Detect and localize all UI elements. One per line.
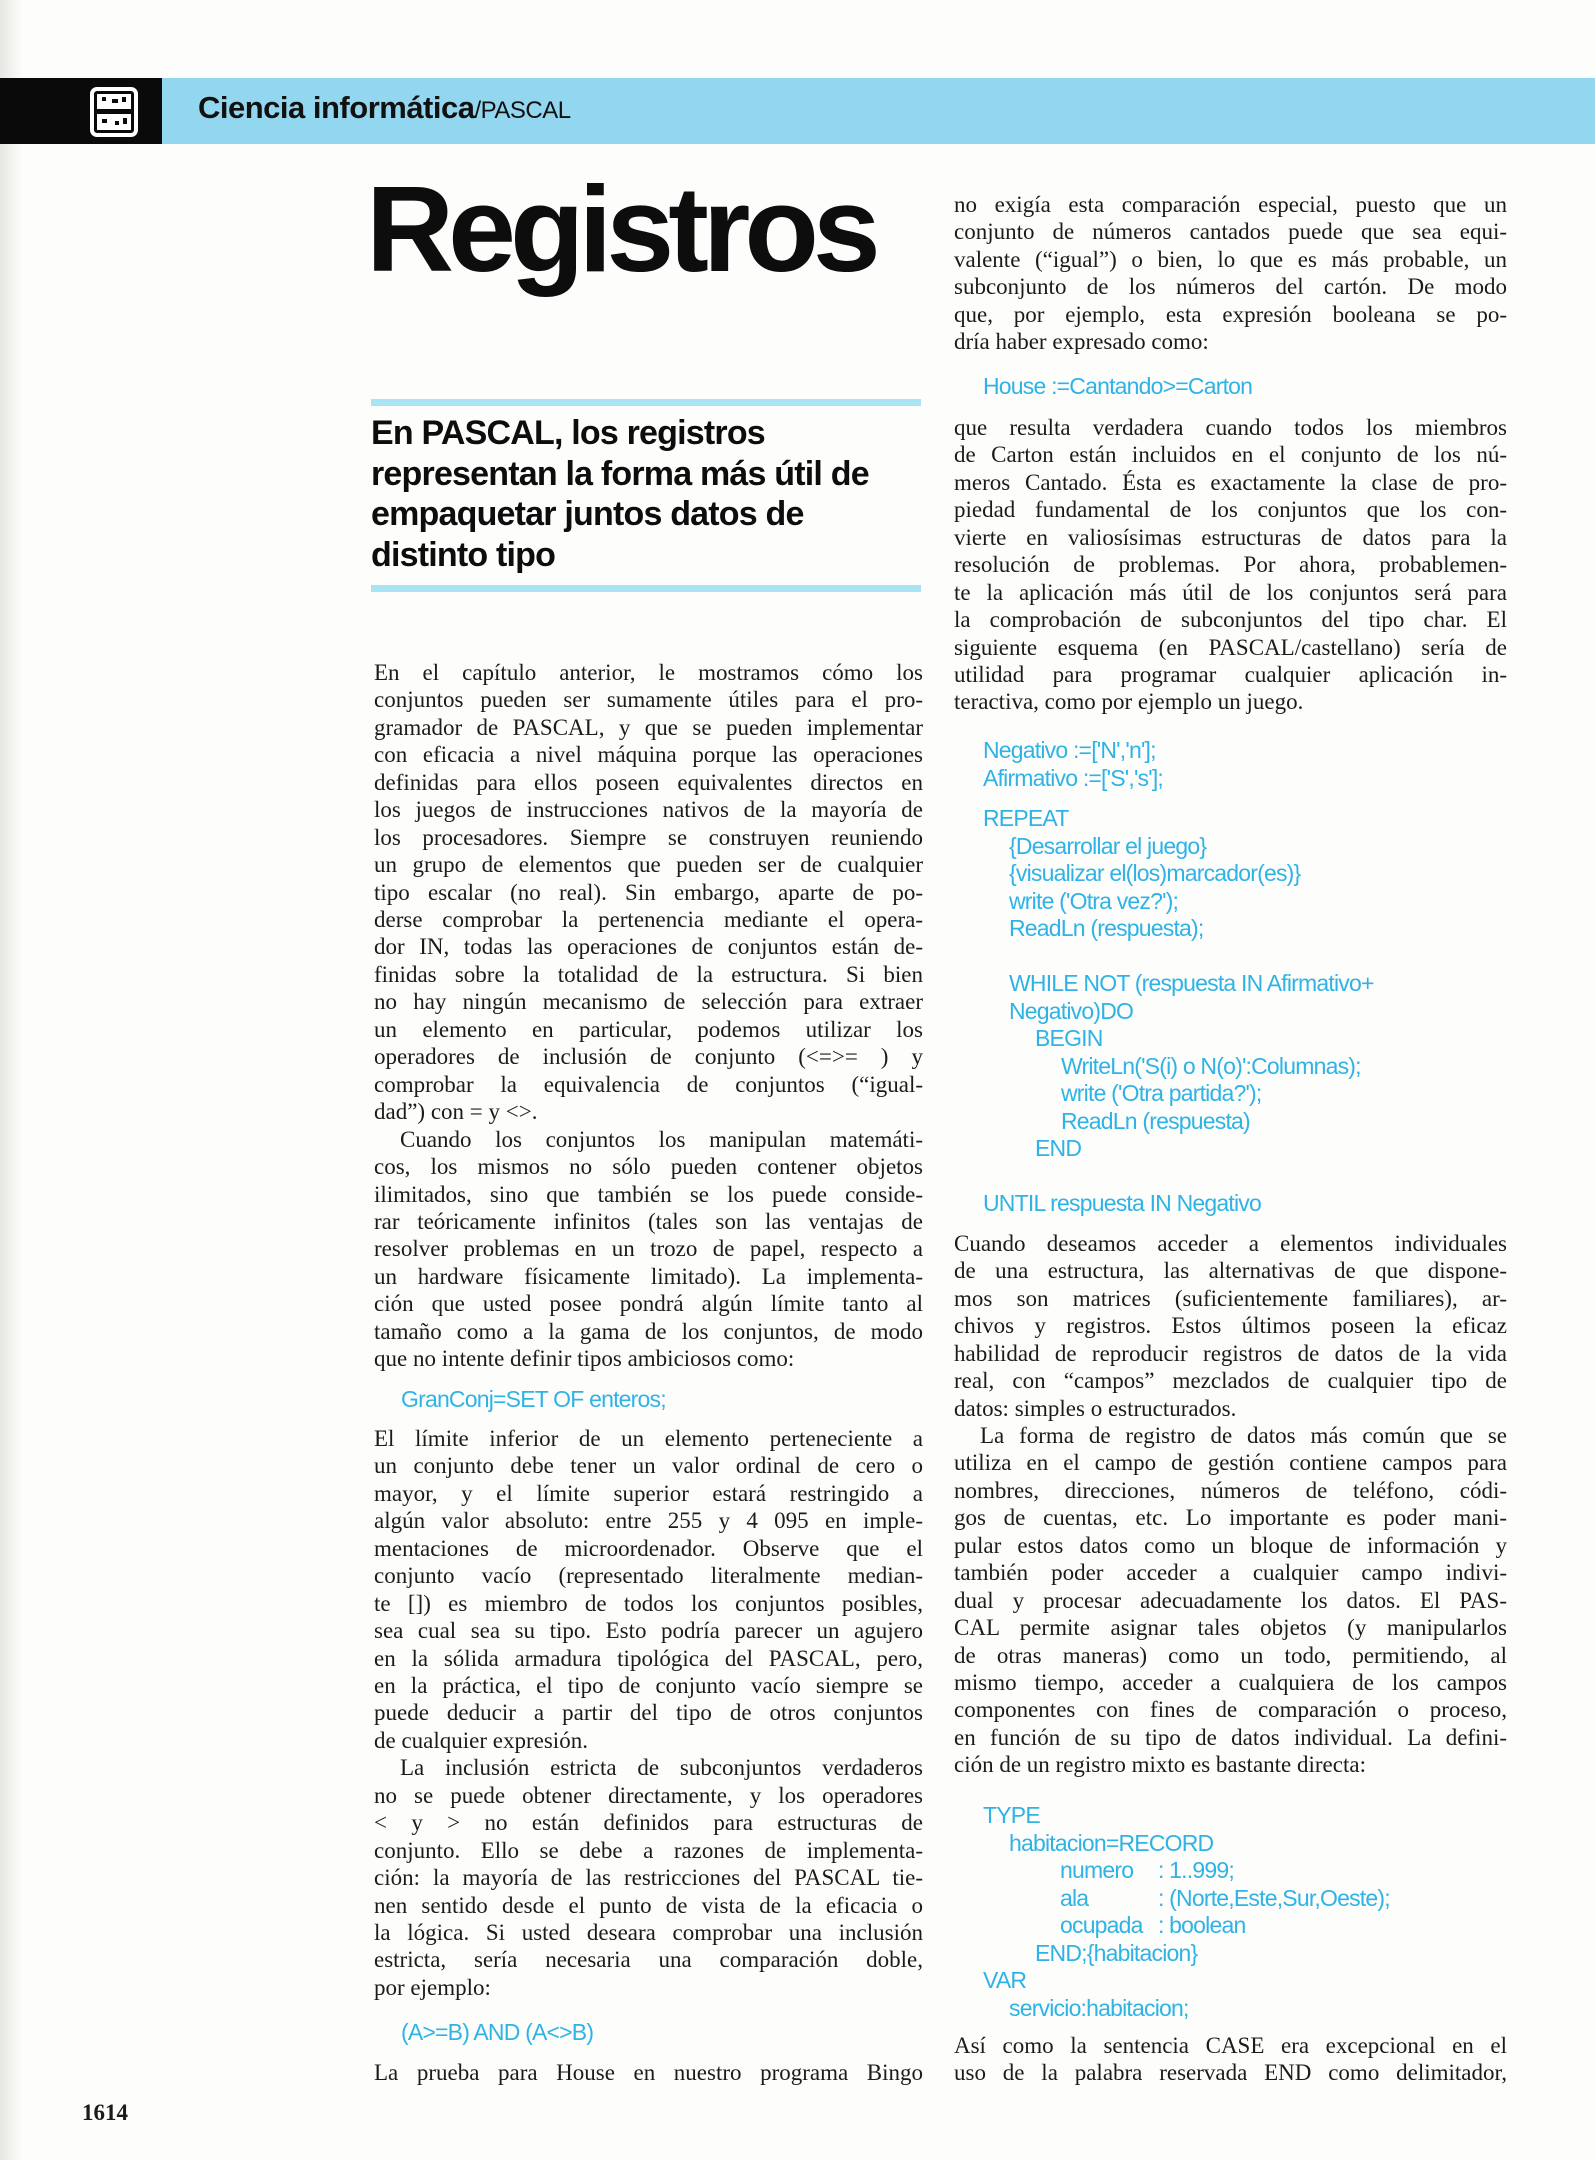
text-line: mos son matrices (suficientemente familiares), ar- <box>954 1285 1507 1311</box>
subtitle-line: distinto tipo <box>371 535 556 574</box>
text-line: sea cual sea su tipo. Esto podría parecer un agujero <box>374 1618 923 1644</box>
subsection-name: /PASCAL <box>474 97 571 124</box>
text-line: la comprobación de subconjuntos del tipo char. El <box>954 607 1507 633</box>
right-paragraph-1 <box>954 191 1507 356</box>
text-line: habilidad de reproducir registros de datos de la vida <box>954 1340 1507 1366</box>
code-repeat-loop <box>983 737 1374 1218</box>
code-line: servicio:habitacion; <box>1009 1994 1189 2021</box>
text-line: los juegos de instrucciones nativos de la mayoría de <box>374 797 923 823</box>
code-line: REPEAT <box>983 805 1069 831</box>
code-field <box>983 1857 1390 1885</box>
text-line: El límite inferior de un elemento perteneciente a <box>374 1426 923 1451</box>
code-line: Negativo :=['N','n']; <box>983 737 1156 763</box>
section-header-title <box>198 90 571 126</box>
code-line: VAR <box>983 1967 1027 1993</box>
article-title: Registros <box>366 161 875 297</box>
text-line: no hay ningún mecanismo de selección para extraer <box>374 989 923 1015</box>
text-line: con eficacia a nivel máquina porque las operaciones <box>374 742 923 768</box>
text-line: algún valor absoluto: entre 255 y 4 095 en imple- <box>374 1508 923 1534</box>
text-line: derse comprobar la pertenencia mediante el opera- <box>374 906 923 932</box>
text-line: conjunto vacío (representado literalmente median- <box>374 1563 923 1589</box>
text-line: dría haber expresado como: <box>954 329 1209 355</box>
text-line: resolver problemas en un trozo de papel, respecto a <box>374 1236 923 1262</box>
text-line: ilimitados, sino que también se los puede conside- <box>374 1181 923 1207</box>
code-record-definition <box>983 1802 1390 2022</box>
text-line: Así como la sentencia CASE era excepcional en el <box>954 2033 1507 2058</box>
text-line: siguiente esquema (en PASCAL/castellano) sería de <box>954 634 1507 660</box>
text-line: resolución de problemas. Por ahora, probablemen- <box>954 552 1507 578</box>
text-line: estricta, sería necesaria una comparación doble, <box>374 1947 923 1973</box>
text-line: definidas para ellos poseen equivalentes directos en <box>374 769 923 795</box>
text-line: componentes con fines de comparación o proceso, <box>954 1697 1507 1723</box>
text-line: La inclusión estricta de subconjuntos verdaderos <box>400 1755 923 1781</box>
text-line: nombres, direcciones, números de teléfono, códi- <box>954 1477 1507 1503</box>
text-line: mayor, y el límite superior estará restringido a <box>374 1480 923 1506</box>
code-line: TYPE <box>983 1802 1040 1828</box>
field-type: : (Norte,Este,Sur,Oeste); <box>1158 1884 1390 1911</box>
text-line: gramador de PASCAL, y que se pueden implementar <box>374 714 923 740</box>
text-line: un elemento en particular, podemos utilizar los <box>374 1016 923 1042</box>
text-line: dual y procesar adecuadamente los datos. El PAS- <box>954 1587 1507 1613</box>
code-line: habitacion=RECORD <box>1009 1829 1214 1856</box>
subtitle-line: empaquetar juntos datos de <box>371 495 804 533</box>
code-line: {Desarrollar el juego} <box>1009 832 1207 859</box>
text-line: no se puede obtener directamente, y los operadores <box>374 1782 923 1808</box>
text-line: comprobar la equivalencia de conjuntos (“igual- <box>374 1071 923 1097</box>
text-line: te []) es miembro de todos los conjuntos posibles, <box>374 1590 923 1616</box>
code-line: WriteLn('S(i) o N(o)':Columnas); <box>1061 1052 1361 1079</box>
code-line: ReadLn (respuesta) <box>1061 1107 1250 1134</box>
right-paragraph-3 <box>954 1230 1507 1422</box>
left-paragraph-5 <box>374 2059 923 2086</box>
code-line: write ('Otra partida?'); <box>1061 1080 1262 1106</box>
text-line: de una estructura, las alternativas de que dispone- <box>954 1258 1507 1284</box>
text-line: los procesadores. Siempre se construyen reuniendo <box>374 824 923 850</box>
text-line: En el capítulo anterior, le mostramos cómo los <box>374 660 923 685</box>
text-line: un grupo de elementos que pueden ser de cualquier <box>374 852 923 878</box>
text-line: conjunto. Ello se debe a razones de implementa- <box>374 1837 923 1863</box>
text-line: vierte en valiosísimas estructuras de datos para la <box>954 524 1507 550</box>
article-subtitle <box>371 413 931 575</box>
field-name: ala <box>1060 1884 1089 1911</box>
field-type: : boolean <box>1158 1912 1246 1938</box>
code-line: {visualizar el(los)marcador(es)} <box>1009 860 1301 886</box>
page-number: 1614 <box>82 2100 128 2125</box>
text-line: de cualquier expresión. <box>374 1727 588 1753</box>
left-paragraph-2 <box>374 1126 923 1373</box>
computer-science-section-icon <box>88 86 140 138</box>
text-line: en la sólida armadura tipológica del PASCAL, pero, <box>374 1645 923 1671</box>
field-name: ocupada <box>1060 1912 1143 1938</box>
text-line: Cuando los conjuntos los manipulan matemáti- <box>400 1126 923 1152</box>
text-line: puede deducir a partir del tipo de otros conjuntos <box>374 1700 923 1726</box>
text-line: conjuntos pueden ser sumamente útiles para el pro- <box>374 687 923 713</box>
text-line: dor IN, todas las operaciones de conjuntos están de- <box>374 934 923 960</box>
text-line: piedad fundamental de los conjuntos que los con- <box>954 497 1507 523</box>
code-strict-inclusion: (A>=B) AND (A<>B) <box>401 2019 594 2045</box>
text-line: de otras maneras) como un todo, permitiendo, al <box>954 1642 1507 1668</box>
page-binding-shadow <box>0 0 22 2160</box>
text-line: en función de su tipo de datos individual. La defini- <box>954 1724 1507 1750</box>
text-line: utiliza en el campo de gestión contiene campos para <box>954 1450 1507 1476</box>
text-line: de Carton están incluidos en el conjunto de los nú- <box>954 442 1507 468</box>
text-line: subconjunto de los números del cartón. De modo <box>954 274 1507 300</box>
text-line: nen sentido desde el punto de vista de la eficacia o <box>374 1892 923 1918</box>
section-name: Ciencia informática <box>198 90 475 125</box>
text-line: operadores de inclusión de conjunto (<=>= ) y <box>374 1044 923 1070</box>
code-line: ReadLn (respuesta); <box>1009 915 1204 941</box>
text-line: te la aplicación más útil de los conjuntos será para <box>954 579 1507 605</box>
text-line: real, con “campos” mezclados de cualquier tipo de <box>954 1368 1507 1394</box>
subtitle-line: En PASCAL, los registros <box>371 414 765 452</box>
text-line: mismo tiempo, acceder a cualquiera de los campos <box>954 1669 1507 1695</box>
text-line: meros Cantado. Ésta es exactamente la clase de pro- <box>954 469 1507 495</box>
text-line: valente (“igual”) o bien, lo que es más probable, un <box>954 246 1507 272</box>
text-line: chivos y registros. Estos últimos poseen la eficaz <box>954 1313 1507 1339</box>
text-line: ción: la mayoría de las restricciones del PASCAL tie- <box>374 1865 923 1891</box>
text-line: gos de cuentas, etc. Lo importante es poder mani- <box>954 1505 1507 1531</box>
code-line: BEGIN <box>1035 1025 1103 1051</box>
code-granconj: GranConj=SET OF enteros; <box>401 1386 666 1412</box>
code-line: write ('Otra vez?'); <box>1009 887 1179 914</box>
text-line: mentaciones de microordenador. Observe que el <box>374 1535 923 1561</box>
text-line: utilidad para programar cualquier aplicación in- <box>954 661 1507 687</box>
text-line: cos, los mismos no sólo pueden contener objetos <box>374 1154 923 1180</box>
text-line: no exigía esta comparación especial, puesto que un <box>954 192 1507 217</box>
left-paragraph-1 <box>374 659 923 1125</box>
text-line: Cuando deseamos acceder a elementos individuales <box>954 1231 1507 1256</box>
text-line: finidas sobre la totalidad de la estructura. Si bien <box>374 961 923 987</box>
text-line: tamaño como a la gama de los conjuntos, de modo <box>374 1318 923 1344</box>
right-paragraph-2 <box>954 414 1507 716</box>
code-house: House :=Cantando>=Carton <box>983 373 1253 399</box>
right-paragraph-5 <box>954 2032 1507 2087</box>
text-line: que no intente definir tipos ambiciosos como: <box>374 1346 795 1372</box>
code-line: Negativo)DO <box>1009 997 1134 1024</box>
text-line: pular estos datos como un bloque de información y <box>954 1532 1507 1558</box>
text-line: tipo escalar (no real). Sin embargo, aparte de po- <box>374 879 923 905</box>
text-line: conjunto de números cantados puede que sea equi- <box>954 219 1507 245</box>
text-line: que resulta verdadera cuando todos los miembros <box>954 415 1507 440</box>
text-line: ción que usted posee pondrá algún límite tanto al <box>374 1291 923 1317</box>
text-line: por ejemplo: <box>374 1974 491 2000</box>
subtitle-rule-top <box>371 399 921 406</box>
text-line: ción de un registro mixto es bastante directa: <box>954 1752 1366 1778</box>
code-line: Afirmativo :=['S','s']; <box>983 764 1164 791</box>
subtitle-line: representan la forma más útil de <box>371 454 869 493</box>
text-line: teractiva, como por ejemplo un juego. <box>954 689 1304 715</box>
text-line: en la práctica, el tipo de conjunto vacío siempre se <box>374 1672 923 1698</box>
text-line: La forma de registro de datos más común que se <box>980 1423 1507 1448</box>
code-line: END;{habitacion} <box>1035 1939 1198 1966</box>
left-paragraph-4 <box>374 1754 923 2001</box>
text-line: que, por ejemplo, esta expresión booleana se po- <box>954 301 1507 327</box>
code-line: UNTIL respuesta IN Negativo <box>983 1190 1261 1216</box>
right-paragraph-4 <box>954 1422 1507 1779</box>
text-line: uso de la palabra reservada END como delimitador, <box>954 2060 1507 2086</box>
text-line: rar teóricamente infinitos (tales son las ventajas de <box>374 1209 923 1234</box>
field-type: : 1..999; <box>1158 1857 1234 1883</box>
text-line: CAL permite asignar tales objetos (y manipularlos <box>954 1615 1507 1641</box>
left-paragraph-3 <box>374 1425 923 1754</box>
code-field <box>983 1912 1390 1940</box>
text-line: la lógica. Si usted deseara comprobar una inclusión <box>374 1920 923 1946</box>
text-line: un conjunto debe tener un valor ordinal de cero o <box>374 1453 923 1479</box>
code-field <box>983 1885 1390 1913</box>
text-line: La prueba para House en nuestro programa Bingo <box>374 2060 923 2085</box>
field-name: numero <box>1060 1857 1134 1883</box>
code-line: END <box>1035 1135 1082 1161</box>
text-line: < y > no están definidos para estructuras de <box>374 1810 923 1836</box>
text-line: datos: simples o estructurados. <box>954 1395 1237 1421</box>
code-line: WHILE NOT (respuesta IN Afirmativo+ <box>1009 970 1374 996</box>
text-line: dad”) con = y <>. <box>374 1099 538 1124</box>
text-line: un hardware físicamente limitado). La implementa- <box>374 1263 923 1289</box>
subtitle-rule-bottom <box>371 585 921 592</box>
text-line: también poder acceder a cualquier campo indivi- <box>954 1560 1507 1586</box>
